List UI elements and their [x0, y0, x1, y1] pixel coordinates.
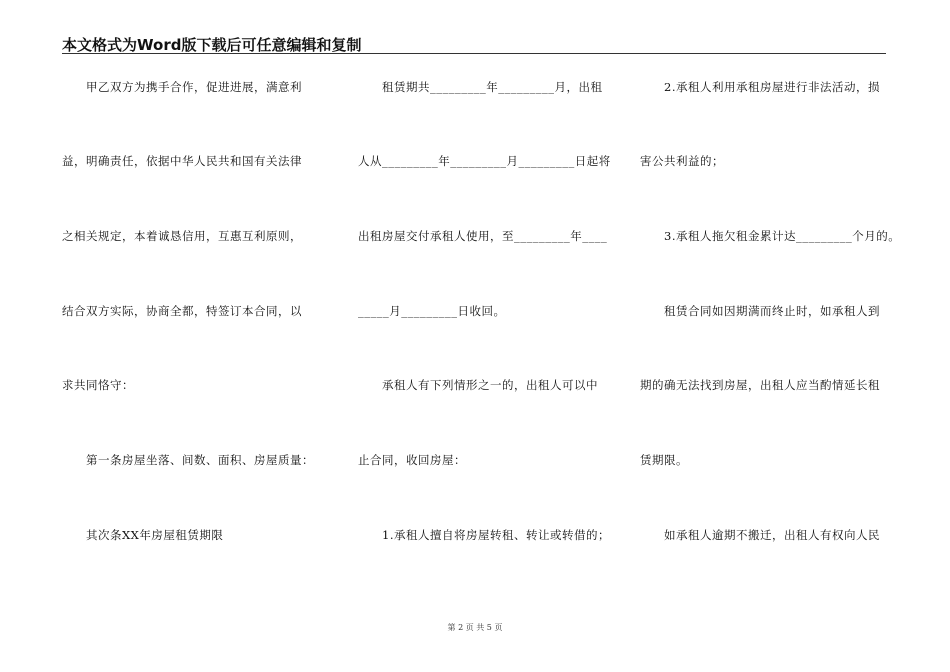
- text-line: 赁期限。: [640, 453, 688, 467]
- text-line: 人从_________年_________月_________日起将: [358, 154, 611, 168]
- header-divider: [62, 53, 886, 54]
- text-line: 甲乙双方为携手合作，促进进展，满意利: [62, 80, 302, 94]
- text-line: 1.承租人擅自将房屋转租、转让或转借的；: [358, 528, 610, 542]
- text-line: 承租人有下列情形之一的，出租人可以中: [358, 378, 598, 392]
- text-line: 益，明确责任，依据中华人民共和国有关法律: [62, 154, 302, 168]
- header-title: 本文格式为Word版下载后可任意编辑和复制: [62, 36, 362, 54]
- text-line: 第一条房屋坐落、间数、面积、房屋质量：: [62, 453, 314, 467]
- text-line: 止合同，收回房屋：: [358, 453, 466, 467]
- text-line: 如承租人逾期不搬迁，出租人有权向人民: [640, 528, 880, 542]
- text-line: 求共同恪守：: [62, 378, 134, 392]
- text-line: 2.承租人利用承租房屋进行非法活动，损: [640, 80, 880, 94]
- text-line: 3.承租人拖欠租金累计达_________个月的。: [640, 229, 901, 243]
- text-line: 期的确无法找到房屋，出租人应当酌情延长租: [640, 378, 880, 392]
- text-line: 害公共利益的；: [640, 154, 724, 168]
- text-line: _____月_________日收回。: [358, 304, 506, 318]
- text-line: 其次条XX年房屋租赁期限: [62, 528, 224, 542]
- text-line: 之相关规定，本着诚恳信用，互惠互利原则，: [62, 229, 302, 243]
- page-number: 第 2 页 共 5 页: [447, 623, 503, 632]
- text-line: 结合双方实际，协商全都，特签订本合同，以: [62, 304, 302, 318]
- text-line: 租赁合同如因期满而终止时，如承租人到: [640, 304, 880, 318]
- text-line: 租赁期共_________年_________月，出租: [358, 80, 603, 94]
- text-line: 出租房屋交付承租人使用，至_________年____: [358, 229, 608, 243]
